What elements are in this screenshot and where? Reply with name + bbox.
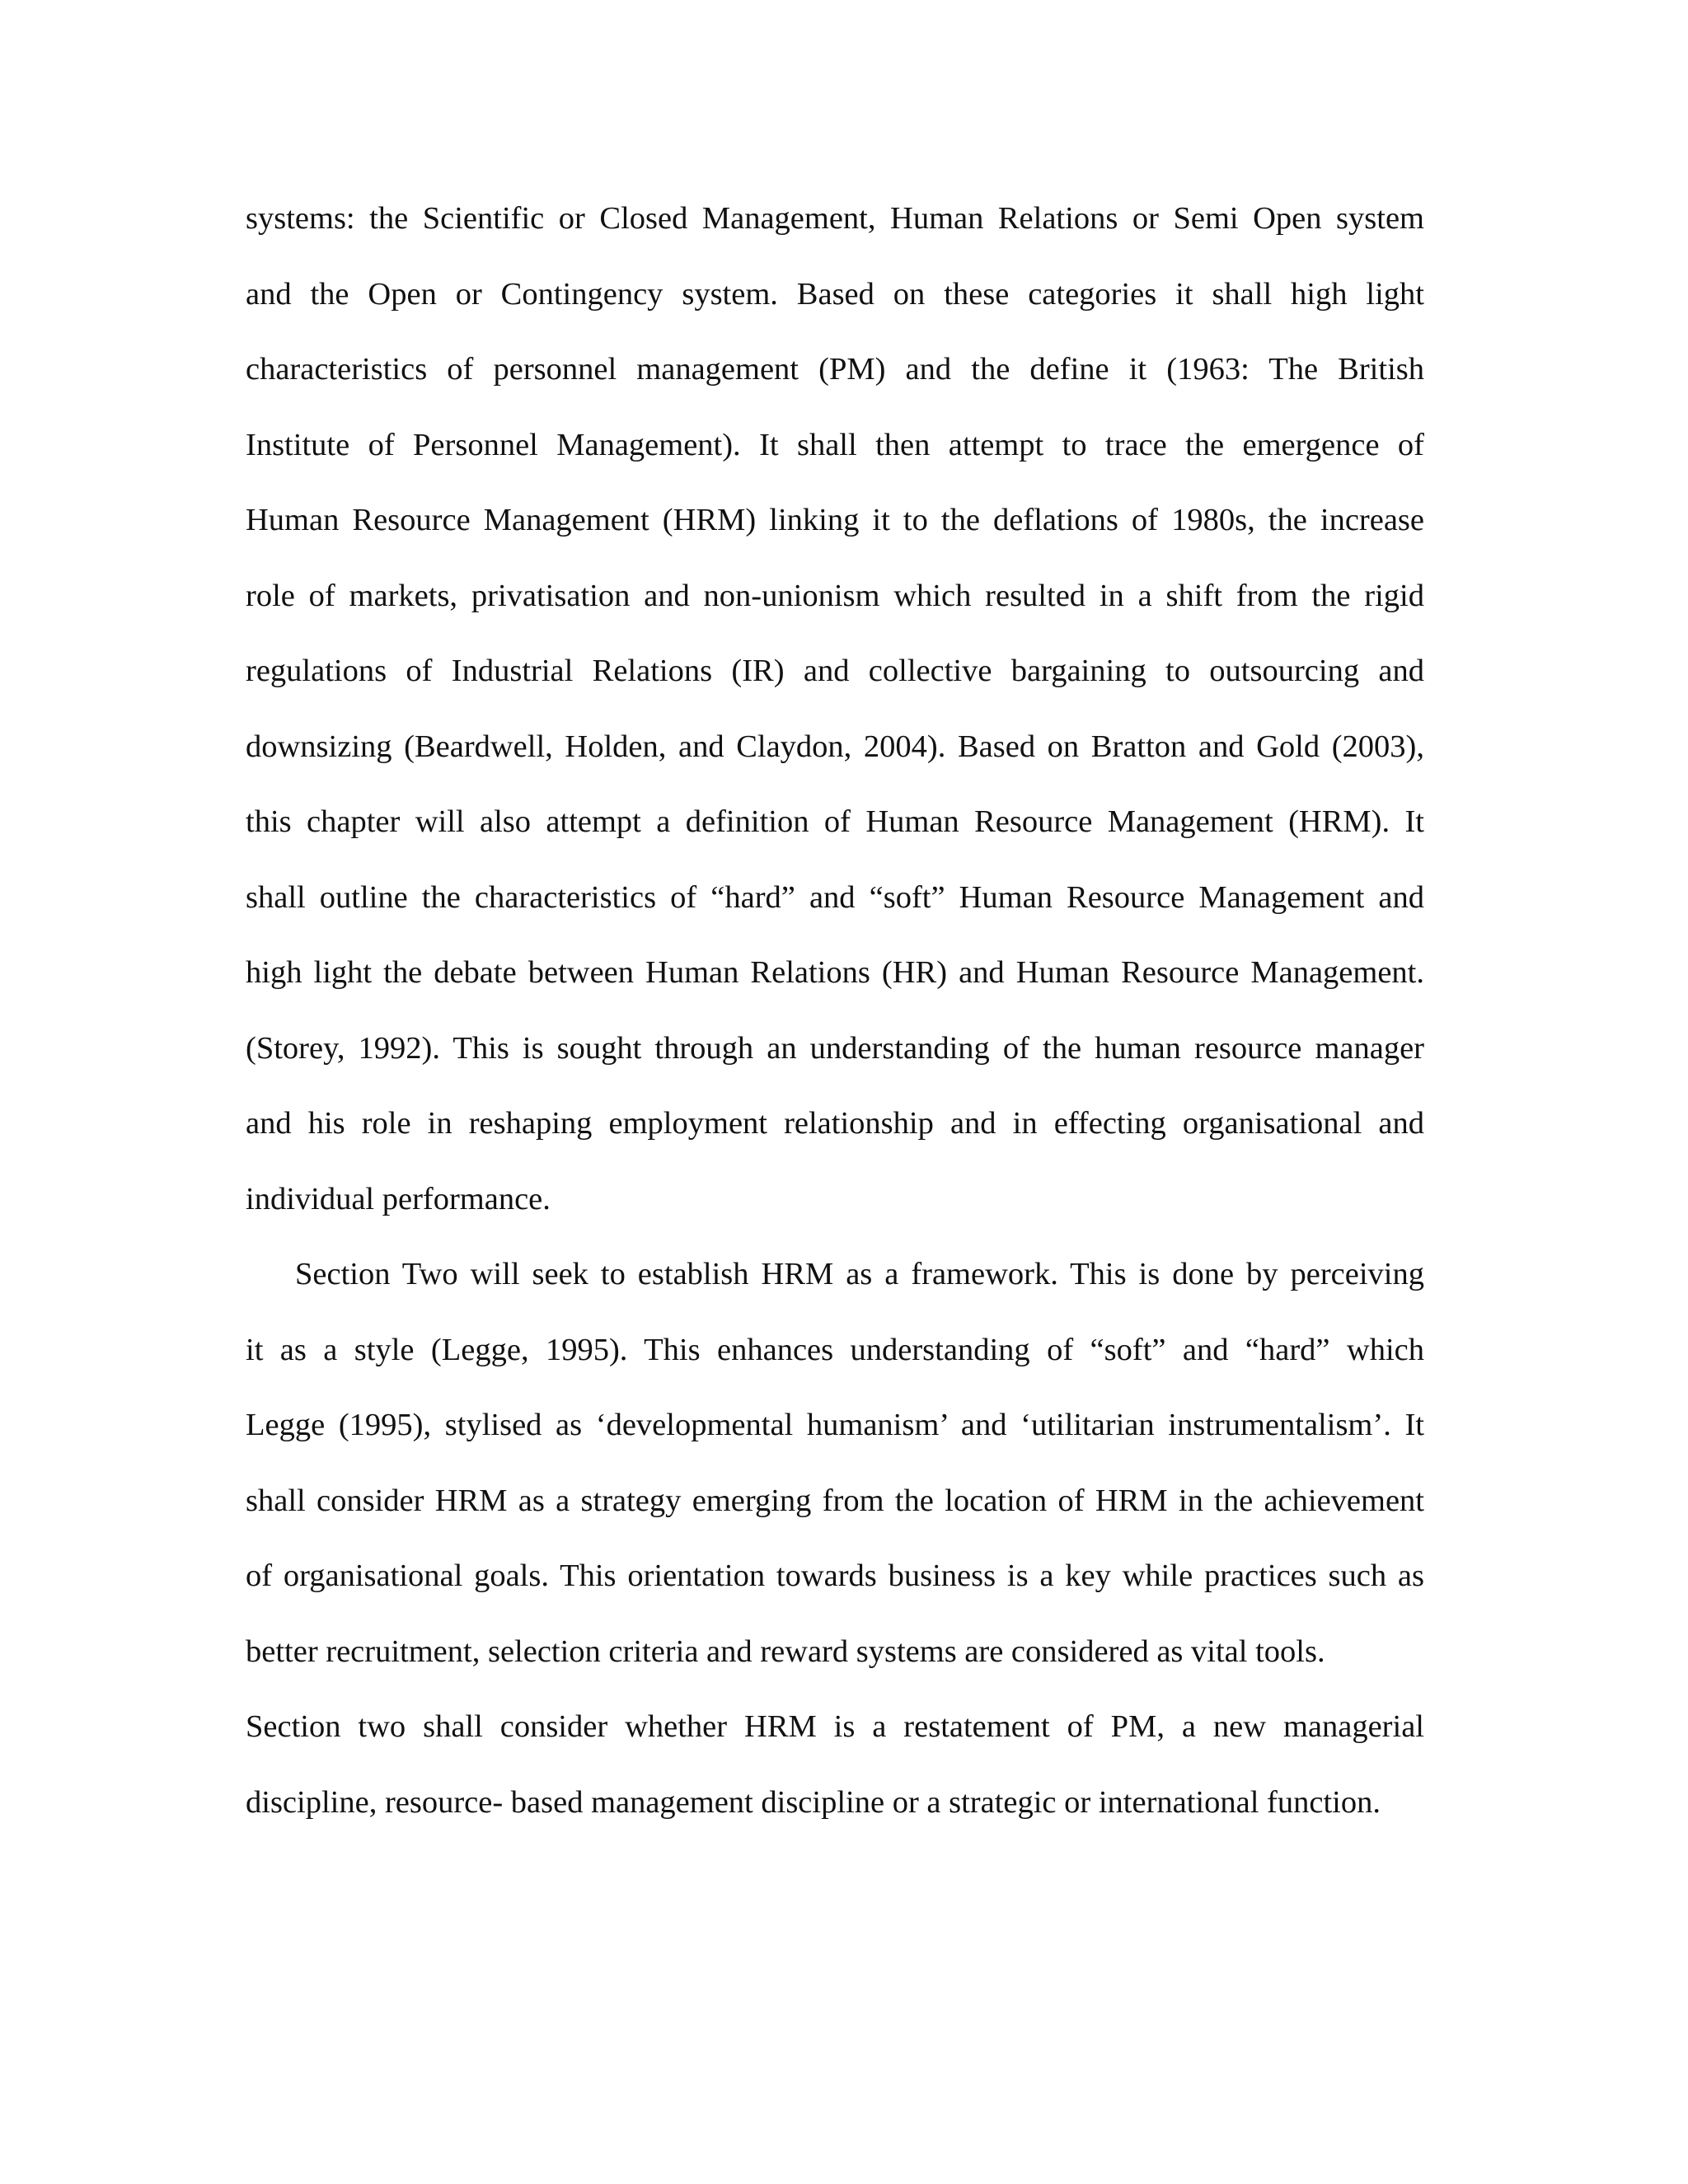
paragraph-1-line-7: regulations of Industrial Relations (IR) and collective bargaining to outsourcing and [246, 654, 1424, 688]
paragraph-3-line-2: discipline, resource- based management discipline or a strategic or international function. [246, 1784, 1381, 1820]
paragraph-1-line-13: and his role in reshaping employment relationship and in effecting organisational and [246, 1106, 1424, 1141]
paragraph-1-line-9: this chapter will also attempt a definition of Human Resource Management (HRM). It [246, 804, 1424, 839]
paragraph-2-line-1: Section Two will seek to establish HRM as a framework. This is done by perceiving [295, 1257, 1424, 1291]
paragraph-1-line-4: Institute of Personnel Management). It shall then attempt to trace the emergence of [246, 427, 1424, 462]
paragraph-1-line-2: and the Open or Contingency system. Based on these categories it shall high light [246, 276, 1424, 312]
paragraph-1-line-12: (Storey, 1992). This is sought through an understanding of the human resource manager [246, 1030, 1424, 1066]
body-text [246, 181, 1424, 1840]
paragraph-3-line-1: Section two shall consider whether HRM is a restatement of PM, a new managerial [246, 1709, 1424, 1744]
paragraph-2-line-3: Legge (1995), stylised as ‘developmental humanism’ and ‘utilitarian instrumentalism’. It [246, 1408, 1424, 1442]
paragraph-1-line-1: systems: the Scientific or Closed Management, Human Relations or Semi Open system [246, 201, 1424, 236]
paragraph-1-line-8: downsizing (Beardwell, Holden, and Claydon, 2004). Based on Bratton and Gold (2003), [246, 729, 1424, 764]
paragraph-1-line-5: Human Resource Management (HRM) linking it to the deflations of 1980s, the increase [246, 503, 1424, 537]
paragraph-1-line-10: shall outline the characteristics of “hard” and “soft” Human Resource Management and [246, 879, 1424, 915]
paragraph-2-line-5: of organisational goals. This orientation towards business is a key while practices such as [246, 1558, 1424, 1593]
paragraph-1-line-11: high light the debate between Human Relations (HR) and Human Resource Management. [246, 955, 1424, 990]
paragraph-2-line-6: better recruitment, selection criteria and reward systems are considered as vital tools. [246, 1633, 1325, 1669]
paragraph-2-line-4: shall consider HRM as a strategy emerging from the location of HRM in the achievement [246, 1483, 1424, 1518]
paragraph-2-line-2: it as a style (Legge, 1995). This enhances understanding of “soft” and “hard” which [246, 1332, 1424, 1367]
paragraph-1-line-14: individual performance. [246, 1181, 551, 1216]
paragraph-1-line-6: role of markets, privatisation and non-unionism which resulted in a shift from the rigid [246, 578, 1424, 613]
paragraph-1-line-3: characteristics of personnel management (PM) and the define it (1963: The British [246, 352, 1424, 387]
